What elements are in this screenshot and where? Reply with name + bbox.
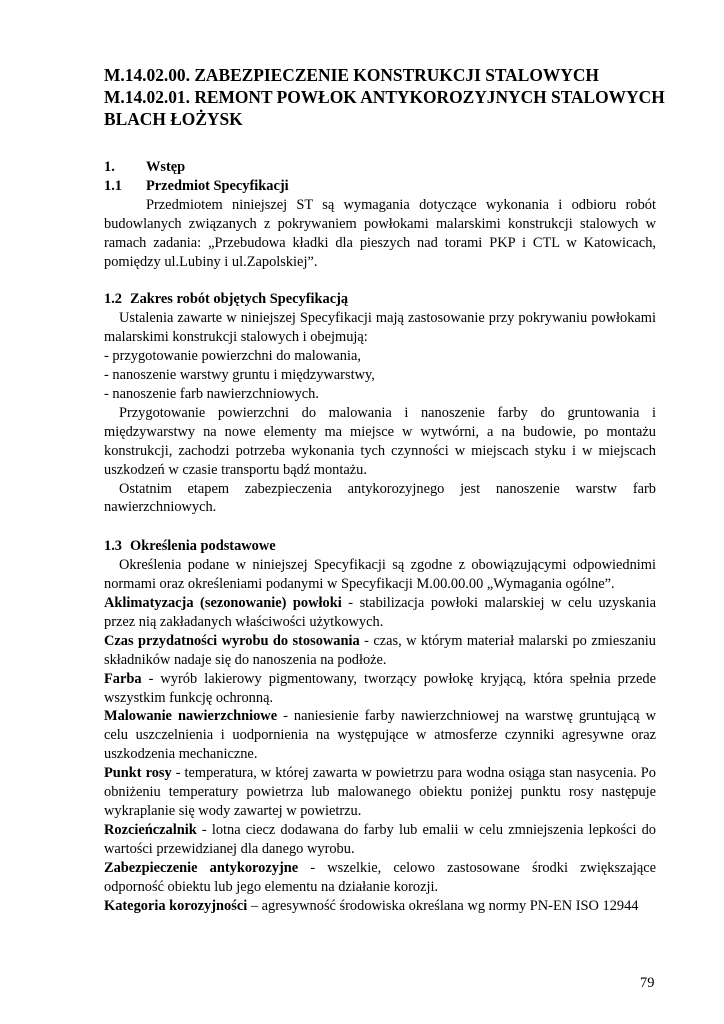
section-1-2-heading <box>104 290 656 309</box>
definition-item <box>104 707 656 764</box>
paragraph: Przygotowanie powierzchni do malowania i nanoszenie farby do gruntowania i międzywarstwy na nowe elementy ma miejsce w wytwórni, a na budowie, po montażu konstrukcji, zachodzi potrzeba wykonania tych czynności w miejscach styku i w miejscach uszkodzeń w czasie transportu bądź montażu. <box>104 404 656 478</box>
definition-item <box>104 632 656 670</box>
definition-text: - naniesienie farby nawierzchniowej na warstwę gruntującą w celu uszczelnienia i uodpornienia na występujące w atmosferze czynniki agresywne oraz uszkodzenia mechaniczne. <box>104 708 656 763</box>
section-number: 1.1 <box>104 177 122 194</box>
definition-term: Zabezpieczenie antykorozyjne <box>104 859 299 876</box>
title-line-1: M.14.02.00. ZABEZPIECZENIE KONSTRUKCJI STALOWYCH <box>104 65 599 85</box>
document-page <box>104 64 665 915</box>
definition-item <box>104 764 656 821</box>
section-1-1-heading <box>104 177 656 196</box>
document-title <box>104 64 665 130</box>
section-label: Wstęp <box>146 159 186 175</box>
section-label: Przedmiot Specyfikacji <box>146 177 289 194</box>
definition-term: Kategoria korozyjności <box>104 897 248 914</box>
paragraph: Określenia podane w niniejszej Specyfikacji są zgodne z obowiązującymi odpowiednimi normami oraz określeniami podanymi w Specyfikacji M.00.00.00 „Wymagania ogólne”. <box>104 557 656 593</box>
section-1-3-heading <box>104 537 656 556</box>
section-label: Określenia podstawowe <box>130 538 276 555</box>
list-item: - nanoszenie warstwy gruntu i międzywarstwy, <box>104 367 375 384</box>
definition-item <box>104 897 656 916</box>
section-label: Zakres robót objętych Specyfikacją <box>130 291 349 308</box>
definition-item <box>104 594 656 632</box>
definition-text: - temperatura, w której zawarta w powietrzu para wodna osiąga stan nasycenia. Po obniżeniu temperatury powietrza lub malowanego obiektu poniżej punktu rosy następuje wykraplanie się wody zawartej w powietrzu. <box>104 765 656 819</box>
definition-term: Farba <box>104 670 142 687</box>
section-number: 1. <box>104 159 115 175</box>
section-number: 1.2 <box>104 291 122 308</box>
title-line-3: BLACH ŁOŻYSK <box>104 109 243 129</box>
paragraph: Przedmiotem niniejszej ST są wymagania dotyczące wykonania i odbioru robót budowlanych związanych z pokrywaniem powłokami malarskimi konstrukcji stalowych w ramach zadania: „Przebudowa kładki dla pieszych nad torami PKP i CTL w Katowicach, pomiędzy ul.Lubiny i ul.Zapolskiej”. <box>104 196 656 270</box>
definition-item <box>104 670 656 708</box>
page-number: 79 <box>640 975 655 991</box>
definition-text: - wyrób lakierowy pigmentowany, tworzący powłokę kryjącą, która spełnia przede wszystkim funkcję ochronną. <box>104 670 656 706</box>
definition-term: Aklimatyzacja (sezonowanie) powłoki <box>104 595 342 612</box>
definition-term: Malowanie nawierzchniowe <box>104 708 278 725</box>
paragraph: Ustalenia zawarte w niniejszej Specyfikacji mają zastosowanie przy pokrywaniu powłokami malarskimi konstrukcji stalowych i obejmują: <box>104 310 656 346</box>
definition-text: - czas, w którym materiał malarski po zmieszaniu składników nadaje się do nanoszenia na podłoże. <box>104 632 656 668</box>
definition-text: - stabilizacja powłoki malarskiej w celu uzyskania przez nią zakładanych właściwości użytkowych. <box>104 595 656 630</box>
definition-term: Rozcieńczalnik <box>104 821 197 838</box>
section-number: 1.3 <box>104 538 122 555</box>
definition-item <box>104 821 656 859</box>
list-item: - nanoszenie farb nawierzchniowych. <box>104 385 319 402</box>
title-line-2: M.14.02.01. REMONT POWŁOK ANTYKOROZYJNYCH STALOWYCH <box>104 87 665 107</box>
definition-text: - wszelkie, celowo zastosowane środki zwiększające odporność obiektu lub jego elementu na działanie korozji. <box>104 859 656 895</box>
paragraph: Ostatnim etapem zabezpieczenia antykorozyjnego jest nanoszenie warstw farb nawierzchniowych. <box>104 480 656 516</box>
definition-text: – agresywność środowiska określana wg normy PN-EN ISO 12944 <box>247 897 639 914</box>
section-1-heading <box>104 158 656 177</box>
definition-item <box>104 859 656 897</box>
definition-text: - lotna ciecz dodawana do farby lub emalii w celu zmniejszenia lepkości do wartości przewidzianej dla danego wyrobu. <box>104 821 656 857</box>
definition-term: Punkt rosy <box>104 765 172 782</box>
definition-term: Czas przydatności wyrobu do stosowania <box>104 632 360 649</box>
list-item: - przygotowanie powierzchni do malowania, <box>104 348 361 365</box>
